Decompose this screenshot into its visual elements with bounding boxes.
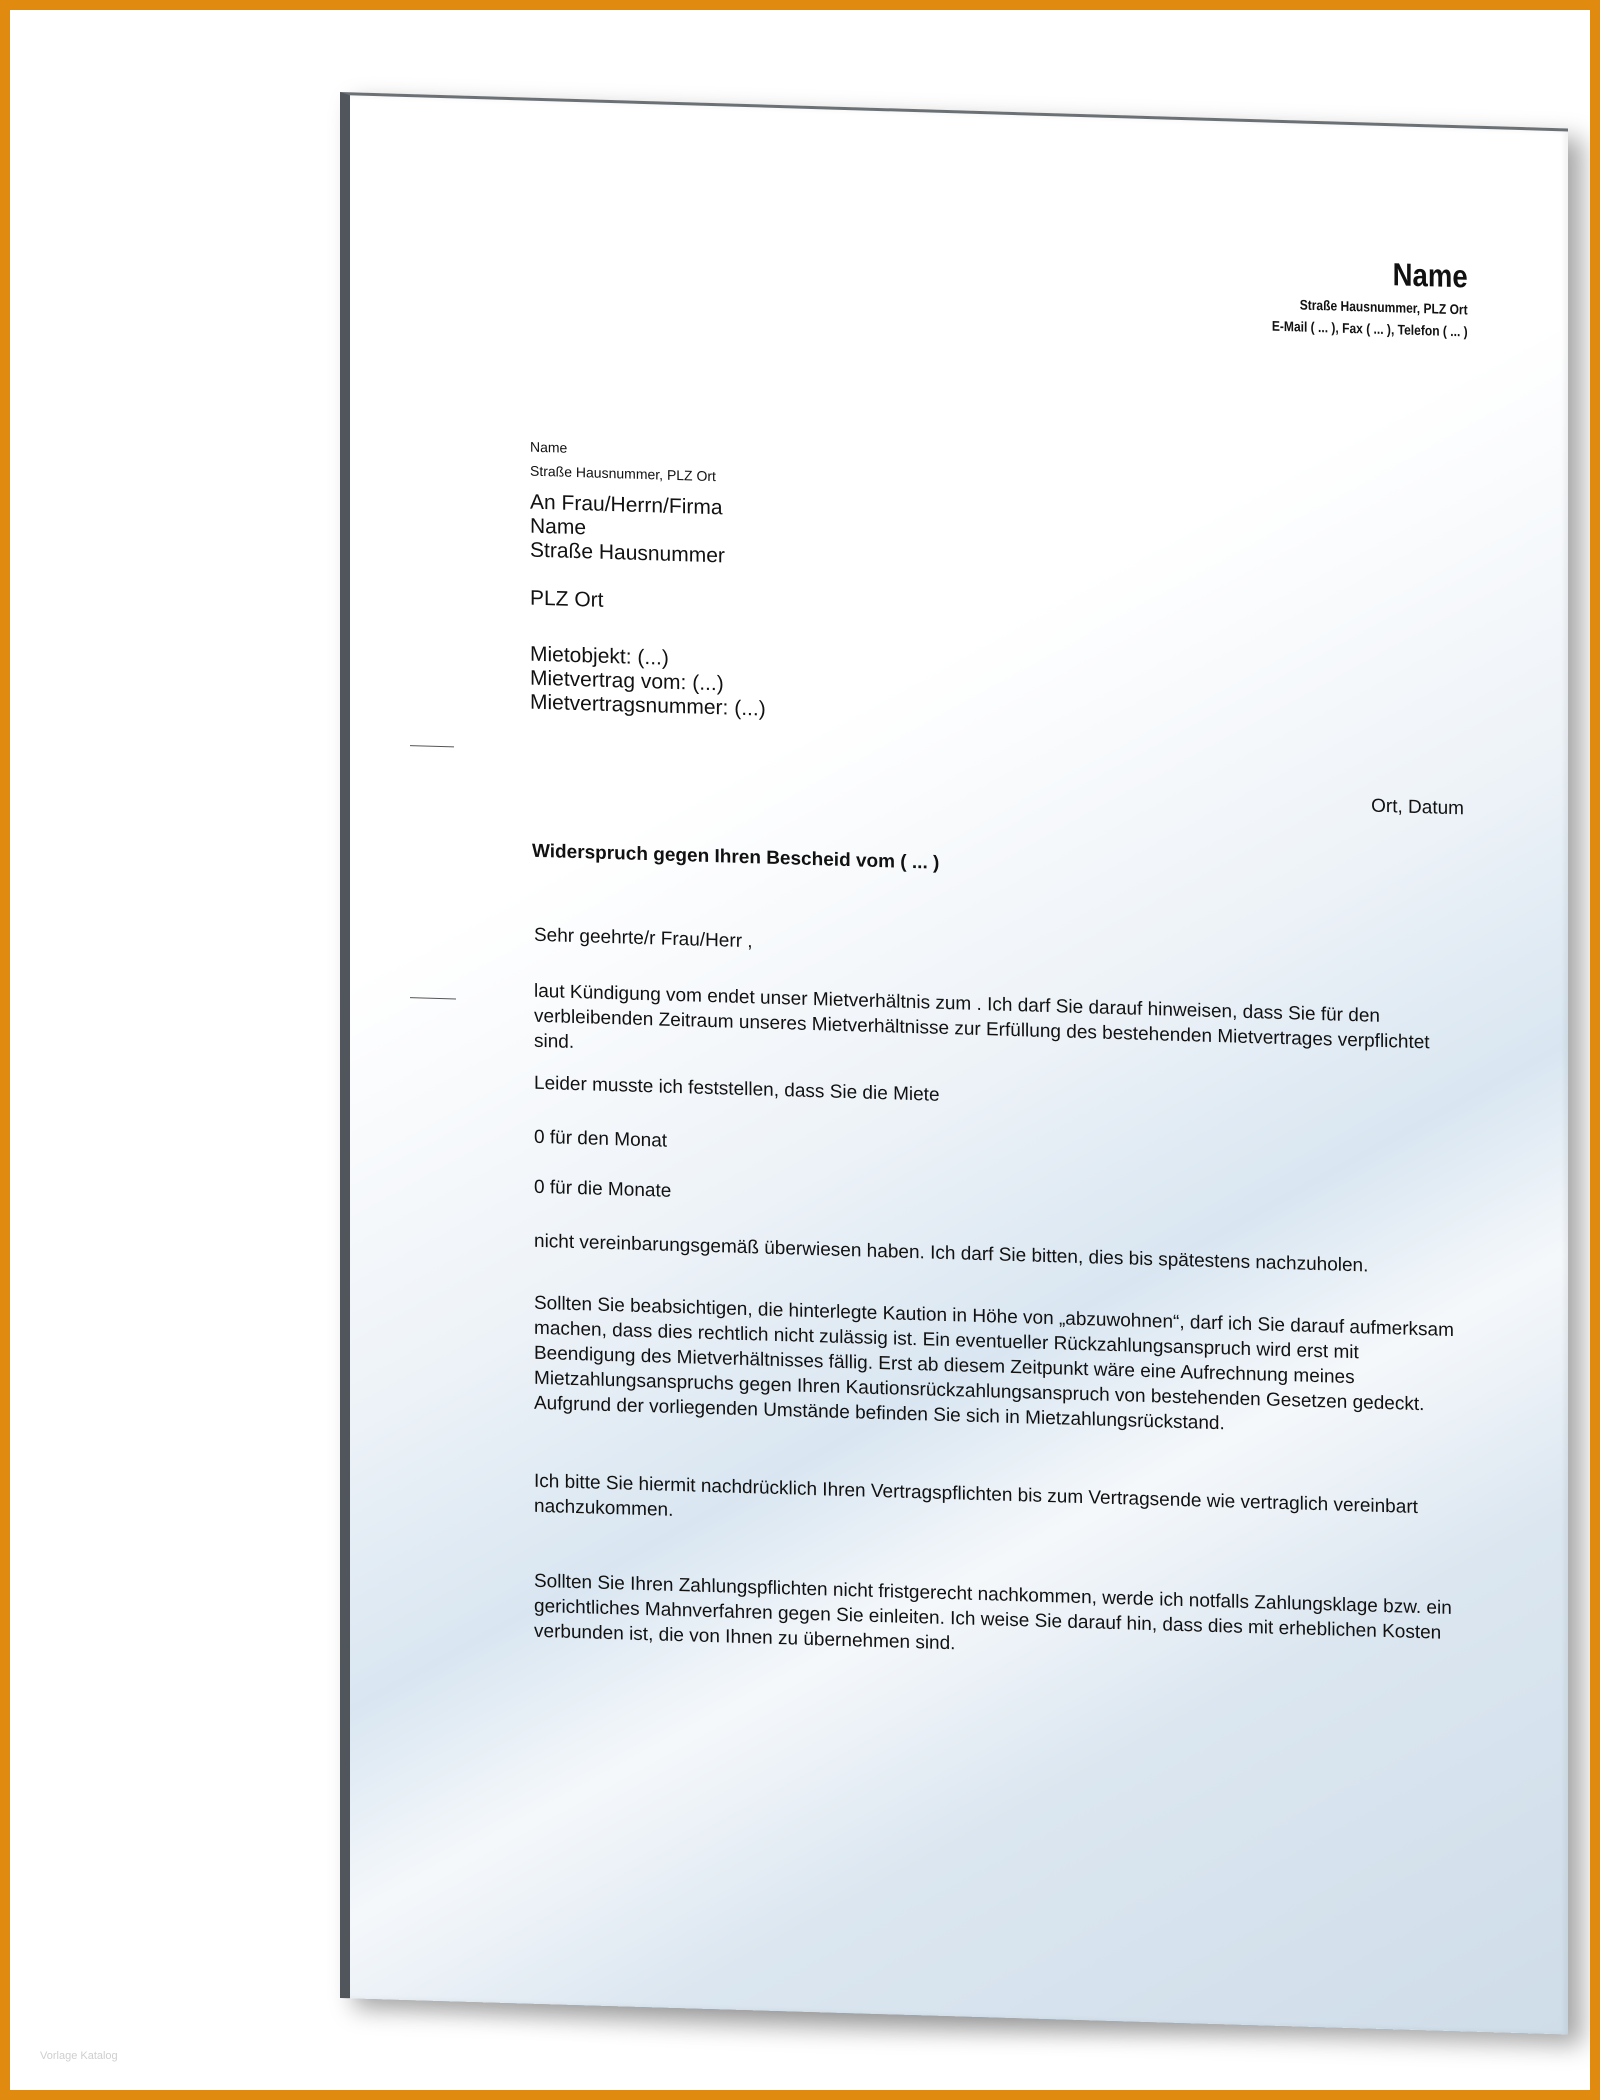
reference-object: Mietobjekt: (...) [530, 642, 669, 670]
sender-block [1240, 252, 1468, 340]
watermark-text: Vorlage Katalog [40, 2050, 118, 2062]
letter-subject: Widerspruch gegen Ihren Bescheid vom ( ... ) [532, 840, 940, 874]
return-address-name: Name [530, 438, 568, 456]
paragraph-rent: Leider musste ich feststellen, dass Sie die Miete [534, 1072, 940, 1106]
paragraph-legal-action: Sollten Sie Ihren Zahlungspflichten nicht fristgerecht nachkommen, werde ich notfalls Zahlungsklage bzw. ein gerichtliches Mahnverfahren gegen Sie einleiten. Ich weise Sie darauf hin, dass dies mit erheblichen Kosten verbunden ist, die von Ihnen zu übernehmen sind. [534, 1570, 1452, 1655]
letter-sheet [340, 92, 1568, 2034]
sender-address: Straße Hausnummer, PLZ Ort [1300, 296, 1468, 318]
place-date: Ort, Datum [1371, 795, 1464, 820]
fold-mark-upper [410, 745, 454, 747]
reference-contract-number: Mietvertragsnummer: (...) [530, 690, 766, 721]
recipient-street: Straße Hausnummer [530, 538, 725, 568]
recipient-city: PLZ Ort [530, 586, 604, 612]
paragraph-deadline: nicht vereinbarungsgemäß überwiesen haben. Ich darf Sie bitten, dies bis spätestens nachzuholen. [534, 1230, 1369, 1277]
letter-salutation: Sehr geehrte/r Frau/Herr , [534, 924, 753, 953]
recipient-name: Name [530, 514, 587, 540]
paragraph-obligations: Ich bitte Sie hiermit nachdrücklich Ihren Vertragspflichten bis zum Vertragsende wie vertraglich vereinbart nachzukommen. [534, 1470, 1418, 1521]
return-address-street: Straße Hausnummer, PLZ Ort [530, 462, 716, 485]
fold-mark-lower [410, 997, 456, 999]
paragraph-notice: laut Kündigung vom endet unser Mietverhältnis zum . Ich darf Sie darauf hinweisen, dass Sie für den verbleibenden Zeitraum unseres Mietverhältnisse zur Erfüllung des bestehenden Mietvertrages verpflichtet sind. [534, 980, 1430, 1054]
reference-contract-date: Mietvertrag vom: (...) [530, 666, 724, 696]
paragraph-deposit: Sollten Sie beabsichtigen, die hinterlegte Kaution in Höhe von „abzuwohnen“, darf ich Sie darauf aufmerksam machen, dass dies rechtlich nicht zulässig ist. Ein eventueller Rückzahlungsanspruch wird erst mit Beendigung des Mietverhältnisses fällig. Erst ab diesem Zeitpunkt wäre eine Aufrechnung meines Mietzahlungsanspruchs gegen Ihren Kautionsrückzahlungsanspruch von bestehenden Gesetzen gedeckt. Aufgrund der vorliegenden Umstände befinden Sie sich in Mietzahlungsrückstand. [534, 1292, 1454, 1435]
paragraph-month: 0 für den Monat [534, 1126, 668, 1152]
sender-name: Name [1393, 256, 1468, 295]
paragraph-months: 0 für die Monate [534, 1176, 672, 1202]
recipient-salutation-line: An Frau/Herrn/Firma [530, 490, 723, 520]
sender-contact: E-Mail ( ... ), Fax ( ... ), Telefon ( ... ) [1272, 317, 1468, 340]
